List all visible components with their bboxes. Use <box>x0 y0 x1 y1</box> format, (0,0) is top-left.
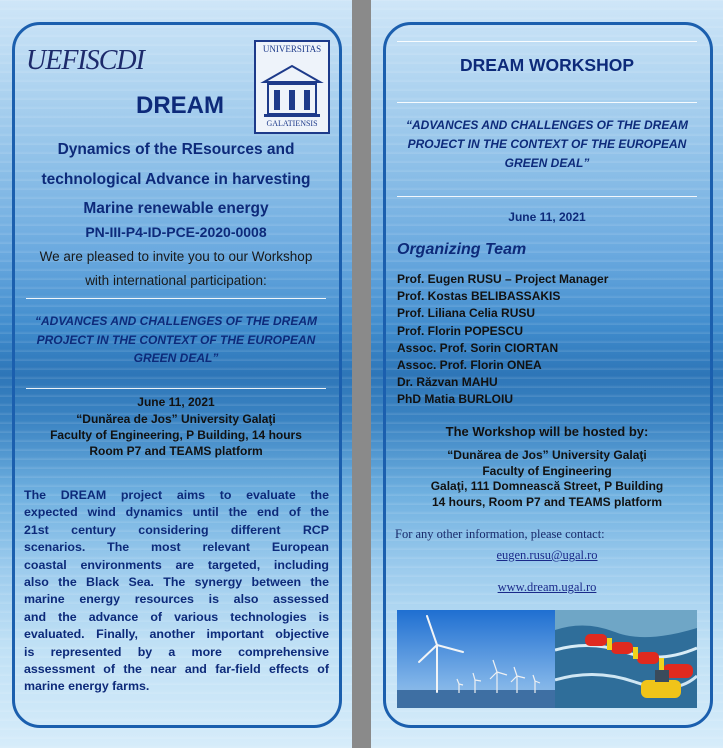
description-line: coastal environments are targeted, including <box>24 557 329 572</box>
quote-line: “ADVANCES AND CHALLENGES OF THE DREAM <box>405 118 688 132</box>
host-line: “Dunărea de Jos” University Galaţi <box>447 448 647 462</box>
project-subtitle <box>20 135 332 224</box>
description-line: expected wind dynamics until the end of the <box>24 505 329 520</box>
organizing-team-list <box>397 271 697 409</box>
project-description <box>24 487 329 696</box>
university-logo-top-text: UNIVERSITAS <box>262 44 322 54</box>
wave-device-image <box>555 610 697 708</box>
subtitle-line: Dynamics of the REsources and <box>57 141 295 158</box>
wave-energy-device-photo <box>555 610 697 708</box>
hosted-by-heading: The Workshop will be hosted by: <box>445 424 649 439</box>
description-line: marine energy farms. <box>24 679 150 694</box>
description-line: The DREAM project aims to evaluate the <box>24 488 329 502</box>
left-brochure-panel <box>0 0 352 748</box>
description-line: assessment of the near and far-field effects of <box>24 661 329 676</box>
host-line: Faculty of Engineering <box>482 463 612 478</box>
workshop-location <box>20 411 332 459</box>
description-line: also the Black Sea. The synergy between the <box>24 574 329 589</box>
divider <box>26 388 326 389</box>
description-line: marine energy resources is also assessed <box>24 592 329 607</box>
team-member: PhD Matia BURLOIU <box>397 392 514 407</box>
subtitle-line: Marine renewable energy <box>83 200 269 217</box>
team-member: Assoc. Prof. Sorin CIORTAN <box>397 340 559 355</box>
invitation-line: with international participation: <box>85 273 267 288</box>
description-line: scenarios. The most relevant European <box>24 540 329 555</box>
location-line: Room P7 and TEAMS platform <box>89 444 263 458</box>
team-member: Prof. Kostas BELIBASSAKIS <box>397 289 561 304</box>
quote-line: GREEN DEAL” <box>133 351 219 365</box>
quote-line: PROJECT IN THE CONTEXT OF THE EUROPEAN <box>407 137 687 151</box>
project-code: PN-III-P4-ID-PCE-2020-0008 <box>85 224 267 240</box>
quote-line: PROJECT IN THE CONTEXT OF THE EUROPEAN <box>36 332 316 347</box>
team-member: Prof. Liliana Celia RUSU <box>397 306 536 321</box>
workshop-date: June 11, 2021 <box>508 210 586 224</box>
university-logo <box>254 40 330 134</box>
contact-prompt: For any other information, please contact: <box>395 527 605 541</box>
quote-line: GREEN DEAL” <box>504 156 590 170</box>
workshop-title: DREAM WORKSHOP <box>459 55 635 75</box>
subtitle-line: technological Advance in harvesting <box>41 170 311 188</box>
uefiscdi-logo: UEFISCDI <box>26 45 144 76</box>
description-line: is represented by a more comprehensive <box>24 644 329 659</box>
divider <box>26 298 326 299</box>
divider <box>397 102 697 103</box>
location-line: “Dunărea de Jos” University Galaţi <box>76 412 276 426</box>
workshop-date: June 11, 2021 <box>137 395 215 409</box>
website-link[interactable]: www.dream.ugal.ro <box>497 580 597 594</box>
team-member: Prof. Florin POPESCU <box>397 323 524 338</box>
right-brochure-panel <box>371 0 723 748</box>
divider <box>397 41 697 42</box>
description-line: evaluated. Finally, another important objective <box>24 627 329 642</box>
team-member: Dr. Răzvan MAHU <box>397 375 498 390</box>
divider <box>397 196 697 197</box>
wind-turbine-image <box>397 610 555 708</box>
workshop-theme-quote <box>395 116 699 173</box>
contact-email-link[interactable]: eugen.rusu@ugal.ro <box>496 548 598 562</box>
description-line: 21st century considering different RCP <box>24 522 329 537</box>
host-details <box>371 448 723 510</box>
dream-title: DREAM <box>136 92 224 119</box>
organizing-team-heading: Organizing Team <box>397 241 527 258</box>
host-line: Galaţi, 111 Domnească Street, P Building <box>430 479 664 493</box>
description-line: and the advance of various technologies is <box>24 609 329 624</box>
team-member: Assoc. Prof. Florin ONEA <box>397 358 542 373</box>
invitation-line: We are pleased to invite you to our Workshop <box>39 249 313 264</box>
quote-line: “ADVANCES AND CHALLENGES OF THE DREAM <box>34 314 317 328</box>
wind-farm-photo <box>397 610 555 708</box>
workshop-theme-quote <box>24 312 328 368</box>
team-member: Prof. Eugen RUSU – Project Manager <box>397 272 609 286</box>
host-line: 14 hours, Room P7 and TEAMS platform <box>431 494 663 509</box>
invitation-text <box>20 245 332 293</box>
university-logo-bottom-text: GALATIENSIS <box>266 119 318 128</box>
location-line: Faculty of Engineering, P Building, 14 hours <box>50 428 302 442</box>
